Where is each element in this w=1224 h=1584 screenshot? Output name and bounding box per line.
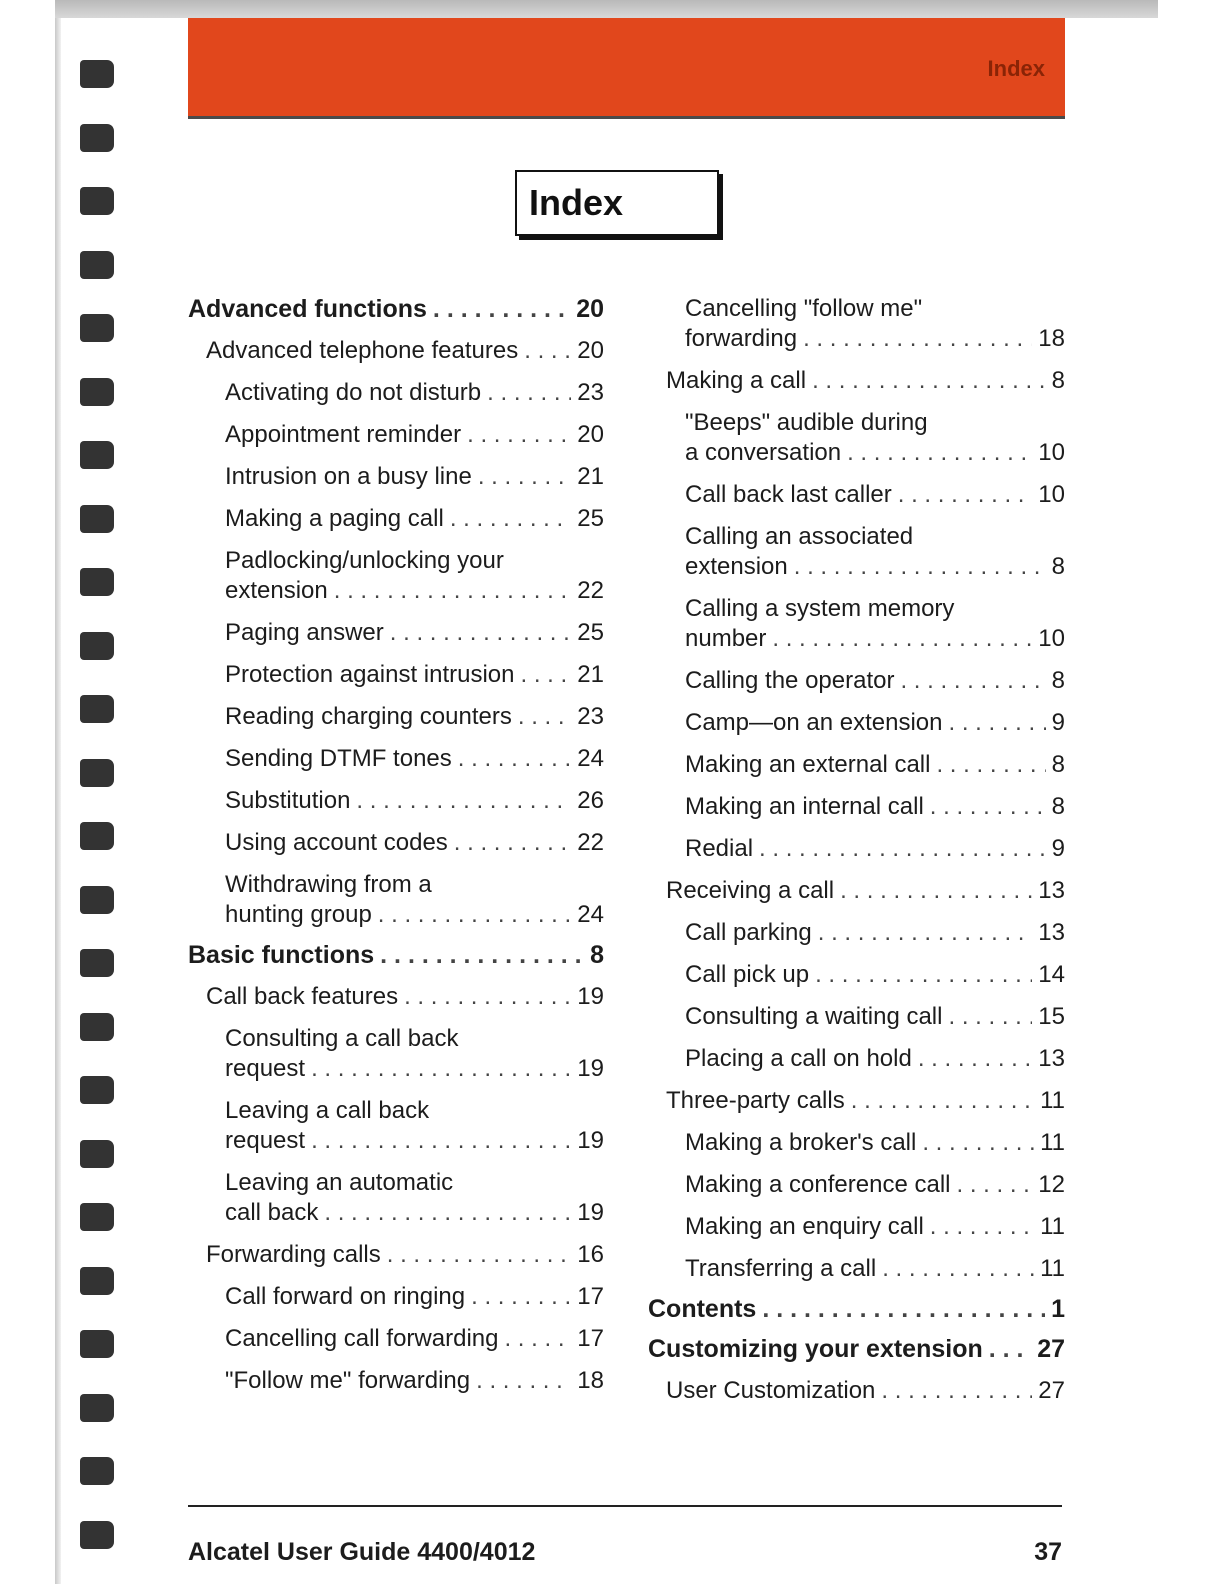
index-entry-page: 12 (1038, 1171, 1065, 1198)
dot-leader (356, 786, 571, 816)
index-entry-page: 18 (577, 1367, 604, 1394)
index-entry-page: 8 (1051, 553, 1065, 580)
index-entry-label: Making an internal call (685, 793, 924, 820)
index-entry[interactable] (648, 294, 1065, 354)
index-entry-label: Three-party calls (666, 1087, 845, 1114)
dot-leader (948, 1002, 1032, 1032)
index-entry-label-first-line: Consulting a call back (225, 1025, 459, 1052)
dot-leader (922, 1128, 1034, 1158)
index-entry-label: Paging answer (225, 619, 384, 646)
index-entry-label: Advanced telephone features (206, 337, 519, 364)
dot-leader (404, 982, 571, 1012)
index-entry[interactable] (648, 1376, 1065, 1406)
index-entry-label: Making an enquiry call (685, 1213, 924, 1240)
index-entry-page: 24 (577, 901, 604, 928)
index-entry[interactable] (188, 336, 604, 366)
index-entry[interactable] (188, 1324, 604, 1354)
index-entry[interactable] (188, 1366, 604, 1396)
index-entry[interactable] (648, 1294, 1065, 1324)
dot-leader (936, 750, 1045, 780)
index-entry-label: Cancelling call forwarding (225, 1325, 499, 1352)
index-entry-page: 20 (577, 421, 604, 448)
index-entry-page: 21 (577, 463, 604, 490)
index-entry-page: 11 (1040, 1129, 1065, 1156)
index-entry-label: Activating do not disturb (225, 379, 482, 406)
index-entry-label-first-line: Padlocking/unlocking your (225, 547, 504, 574)
index-entry-page: 16 (577, 1241, 604, 1268)
binding-hole (80, 441, 114, 469)
dot-leader (918, 1044, 1032, 1074)
binding-holes (80, 52, 116, 1582)
index-entry-page: 8 (1051, 367, 1065, 394)
index-entry-page: 8 (1051, 751, 1065, 778)
dot-leader (433, 294, 570, 324)
index-entry-label: Customizing your extension (648, 1335, 983, 1363)
dot-leader (518, 702, 571, 732)
index-entry[interactable] (188, 870, 604, 930)
index-entry[interactable] (648, 594, 1065, 654)
binding-hole (80, 822, 114, 850)
index-entry-page: 13 (1038, 919, 1065, 946)
index-entry[interactable] (188, 1282, 604, 1312)
index-entry[interactable] (188, 378, 604, 408)
index-entry[interactable] (648, 1334, 1065, 1364)
footer-guide-title: Alcatel User Guide 4400/4012 (188, 1538, 536, 1566)
binding-hole (80, 695, 114, 723)
dot-leader (930, 1212, 1034, 1242)
index-entry[interactable] (648, 876, 1065, 906)
index-entry[interactable] (648, 792, 1065, 822)
binding-hole (80, 1140, 114, 1168)
dot-leader (324, 1198, 571, 1228)
dot-leader (458, 744, 572, 774)
dot-leader (471, 1282, 571, 1312)
dot-leader (759, 834, 1046, 864)
index-entry-page: 19 (577, 1199, 604, 1226)
index-entry-label: Appointment reminder (225, 421, 462, 448)
index-entry-page: 19 (577, 983, 604, 1010)
binding-hole (80, 1013, 114, 1041)
index-entry[interactable] (648, 918, 1065, 948)
header-section-title: Index (987, 56, 1045, 81)
index-entry[interactable] (648, 480, 1065, 510)
index-entry-label: request (225, 1127, 306, 1154)
index-entry-label: Reading charging counters (225, 703, 512, 730)
dot-leader (311, 1054, 571, 1084)
dot-leader (476, 1366, 571, 1396)
index-entry-label: request (225, 1055, 306, 1082)
index-entry-page: 13 (1038, 1045, 1065, 1072)
index-entry-label: Protection against intrusion (225, 661, 515, 688)
index-entry-page: 14 (1038, 961, 1065, 988)
index-entry-page: 19 (577, 1127, 604, 1154)
dot-leader (450, 504, 571, 534)
dot-leader (956, 1170, 1032, 1200)
index-entry-label-first-line: Cancelling "follow me" (685, 295, 923, 322)
dot-leader (524, 336, 571, 366)
binding-hole (80, 759, 114, 787)
index-entry-label: Placing a call on hold (685, 1045, 912, 1072)
index-entry-page: 15 (1038, 1003, 1065, 1030)
index-entry-page: 22 (577, 829, 604, 856)
index-entry-label: Making a broker's call (685, 1129, 917, 1156)
dot-leader (521, 660, 572, 690)
index-entry-label-first-line: Calling an associated (685, 523, 914, 550)
index-entry-label: Call back last caller (685, 481, 892, 508)
index-entry[interactable] (648, 1254, 1065, 1284)
index-entry-label: Calling the operator (685, 667, 895, 694)
index-entry-label: Call pick up (685, 961, 810, 988)
binding-hole (80, 124, 114, 152)
binding-hole (80, 632, 114, 660)
index-entry-label: Forwarding calls (206, 1241, 381, 1268)
index-entry-label: Making an external call (685, 751, 931, 778)
index-entry-label: Receiving a call (666, 877, 835, 904)
index-entry-label: Call parking (685, 919, 812, 946)
index-entry-label: Making a call (666, 367, 807, 394)
scan-edge-top (55, 0, 1158, 18)
dot-leader (467, 420, 571, 450)
index-entry-page: 8 (590, 941, 604, 969)
index-entry-page: 19 (577, 1055, 604, 1082)
index-entry-label: Intrusion on a busy line (225, 463, 472, 490)
index-entry[interactable] (188, 660, 604, 690)
index-entry[interactable] (648, 1170, 1065, 1200)
index-entry-label: Using account codes (225, 829, 448, 856)
index-entry-label: Call forward on ringing (225, 1283, 466, 1310)
dot-leader (772, 624, 1032, 654)
index-entry[interactable] (188, 786, 604, 816)
dot-leader (812, 366, 1046, 396)
index-entry[interactable] (188, 420, 604, 450)
index-entry-page: 8 (1051, 793, 1065, 820)
index-entry-page: 9 (1051, 835, 1065, 862)
index-entry-page: 11 (1040, 1255, 1065, 1282)
index-entry[interactable] (648, 1044, 1065, 1074)
index-entry-label: a conversation (685, 439, 842, 466)
dot-leader (948, 708, 1045, 738)
dot-leader (478, 462, 571, 492)
index-entry-page: 21 (577, 661, 604, 688)
binding-hole (80, 1521, 114, 1549)
index-entry[interactable] (648, 834, 1065, 864)
index-entry-label: Call back features (206, 983, 399, 1010)
index-entry-page: 23 (577, 379, 604, 406)
index-entry-page: 20 (576, 295, 604, 323)
index-entry-label: extension (225, 577, 328, 604)
index-entry-page: 11 (1040, 1087, 1065, 1114)
index-entry-page: 10 (1038, 439, 1065, 466)
index-entry-page: 17 (577, 1325, 604, 1352)
binding-hole (80, 378, 114, 406)
dot-leader (794, 552, 1046, 582)
index-entry[interactable] (648, 1212, 1065, 1242)
index-entry-label: call back (225, 1199, 319, 1226)
index-entry-page: 10 (1038, 625, 1065, 652)
dot-leader (900, 666, 1045, 696)
index-entry-label: "Follow me" forwarding (225, 1367, 471, 1394)
index-entry[interactable] (188, 744, 604, 774)
index-entry[interactable] (648, 366, 1065, 396)
index-entry-page: 24 (577, 745, 604, 772)
dot-leader (881, 1376, 1032, 1406)
index-entry[interactable] (648, 666, 1065, 696)
index-entry-label: Transferring a call (685, 1255, 877, 1282)
dot-leader (989, 1334, 1031, 1364)
scan-edge-left (55, 18, 61, 1584)
index-entry-label: Camp—on an extension (685, 709, 943, 736)
index-entry-page: 23 (577, 703, 604, 730)
index-entry-page: 27 (1037, 1335, 1065, 1363)
index-entry-label: Contents (648, 1295, 757, 1323)
dot-leader (387, 1240, 572, 1270)
index-entry-label: Making a conference call (685, 1171, 951, 1198)
index-entry-label: Basic functions (188, 941, 375, 969)
dot-leader (378, 900, 572, 930)
index-entry[interactable] (648, 1002, 1065, 1032)
dot-leader (851, 1086, 1034, 1116)
index-entry[interactable] (188, 294, 604, 324)
dot-leader (487, 378, 571, 408)
index-entry-page: 10 (1038, 481, 1065, 508)
dot-leader (380, 940, 584, 970)
index-entry[interactable] (188, 1240, 604, 1270)
index-entry[interactable] (188, 1096, 604, 1156)
index-entry-page: 27 (1038, 1377, 1065, 1404)
binding-hole (80, 314, 114, 342)
index-entry-page: 18 (1038, 325, 1065, 352)
index-entry-label: extension (685, 553, 788, 580)
index-entry[interactable] (188, 982, 604, 1012)
index-entry[interactable] (188, 618, 604, 648)
dot-leader (818, 918, 1033, 948)
index-entry[interactable] (188, 940, 604, 970)
index-entry-label: User Customization (666, 1377, 876, 1404)
index-entry-label: Advanced functions (188, 295, 427, 323)
index-entry[interactable] (648, 750, 1065, 780)
index-entry-label: Consulting a waiting call (685, 1003, 943, 1030)
binding-hole (80, 1394, 114, 1422)
index-entry-label-first-line: Leaving an automatic (225, 1169, 454, 1196)
index-entry[interactable] (648, 522, 1065, 582)
binding-hole (80, 1203, 114, 1231)
dot-leader (882, 1254, 1034, 1284)
index-entry-page: 22 (577, 577, 604, 604)
binding-hole (80, 1457, 114, 1485)
index-entry-page: 26 (577, 787, 604, 814)
dot-leader (390, 618, 572, 648)
dot-leader (840, 876, 1032, 906)
index-entry[interactable] (648, 408, 1065, 468)
dot-leader (847, 438, 1032, 468)
index-column-left (188, 294, 604, 1396)
index-column-right (648, 294, 1065, 1406)
footer-divider (188, 1505, 1062, 1507)
index-entry-label: forwarding (685, 325, 798, 352)
header-bar (188, 18, 1065, 119)
index-entry[interactable] (188, 504, 604, 534)
index-entry-page: 25 (577, 505, 604, 532)
index-entry-page: 25 (577, 619, 604, 646)
binding-hole (80, 251, 114, 279)
index-entry[interactable] (648, 1086, 1065, 1116)
index-entry[interactable] (188, 1024, 604, 1084)
dot-leader (762, 1294, 1045, 1324)
index-entry-page: 8 (1051, 667, 1065, 694)
binding-hole (80, 886, 114, 914)
dot-leader (803, 324, 1032, 354)
index-entry-page: 17 (577, 1283, 604, 1310)
binding-hole (80, 187, 114, 215)
index-entry[interactable] (648, 1128, 1065, 1158)
dot-leader (504, 1324, 571, 1354)
index-entry-label-first-line: Calling a system memory (685, 595, 955, 622)
index-title-box (515, 170, 719, 236)
index-entry-label: number (685, 625, 767, 652)
index-entry-page: 20 (577, 337, 604, 364)
binding-hole (80, 1330, 114, 1358)
index-entry-label: hunting group (225, 901, 372, 928)
dot-leader (334, 576, 572, 606)
index-entry-label: Redial (685, 835, 754, 862)
index-entry-label: Making a paging call (225, 505, 444, 532)
binding-hole (80, 568, 114, 596)
binding-hole (80, 505, 114, 533)
binding-hole (80, 1076, 114, 1104)
binding-hole (80, 60, 114, 88)
index-entry[interactable] (188, 702, 604, 732)
index-entry[interactable] (648, 960, 1065, 990)
footer-page-number: 37 (1034, 1538, 1062, 1566)
dot-leader (815, 960, 1032, 990)
index-entry[interactable] (188, 546, 604, 606)
dot-leader (930, 792, 1046, 822)
index-entry[interactable] (648, 708, 1065, 738)
binding-hole (80, 1267, 114, 1295)
index-entry-label-first-line: Withdrawing from a (225, 871, 432, 898)
dot-leader (898, 480, 1033, 510)
dot-leader (311, 1126, 571, 1156)
index-entry-label-first-line: Leaving a call back (225, 1097, 430, 1124)
index-entry-page: 11 (1040, 1213, 1065, 1240)
index-entry-label: Sending DTMF tones (225, 745, 452, 772)
index-entry-label: Substitution (225, 787, 351, 814)
index-entry[interactable] (188, 462, 604, 492)
dot-leader (454, 828, 572, 858)
binding-hole (80, 949, 114, 977)
index-entry-label-first-line: "Beeps" audible during (685, 409, 928, 436)
page-title: Index (529, 182, 624, 223)
index-entry-page: 9 (1051, 709, 1065, 736)
index-entry-page: 1 (1051, 1295, 1065, 1323)
index-entry[interactable] (188, 828, 604, 858)
index-entry[interactable] (188, 1168, 604, 1228)
index-entry-page: 13 (1038, 877, 1065, 904)
